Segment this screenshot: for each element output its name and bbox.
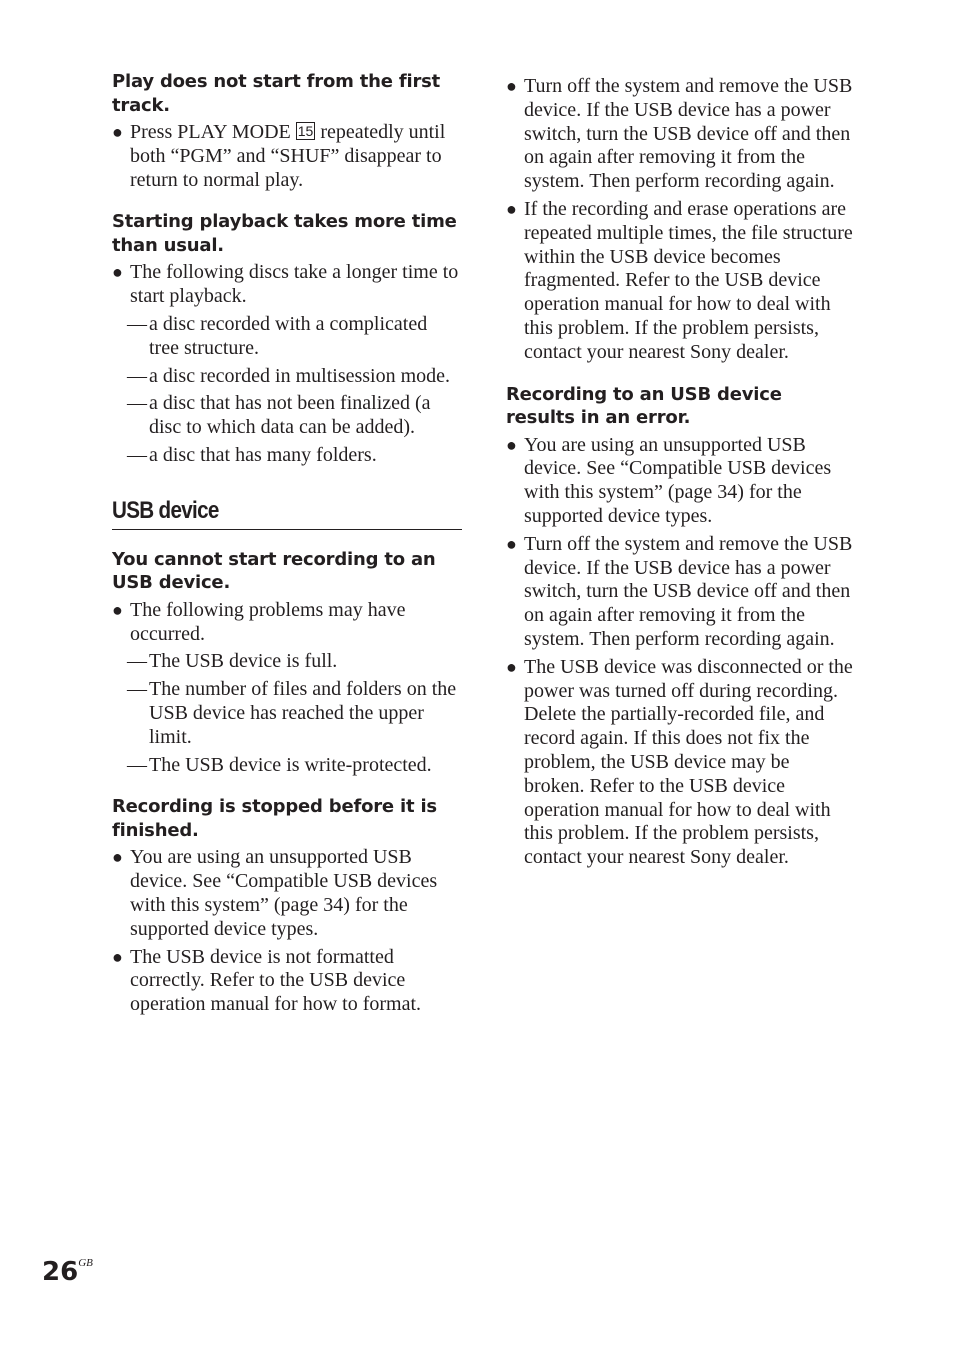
cannot-sub-text: The USB device is full. [149, 650, 338, 673]
bullet-icon: ● [112, 599, 123, 620]
starting-sub-text: a disc recorded with a complicated tree structure. [149, 312, 428, 359]
list-item [112, 846, 462, 941]
bullet-icon: ● [112, 847, 123, 868]
cannot-sub-text: The number of files and folders on the USB device has reached the upper limit. [149, 678, 457, 748]
section-usb-device [112, 496, 462, 530]
dash-icon: — [127, 443, 147, 466]
error-item-text: Turn off the system and remove the USB device. If the USB device has a power switch, turn the USB device off and then on again after removing it from the system. Then perform recording again. [524, 532, 853, 650]
section-title: USB device [112, 496, 219, 524]
list-item [112, 946, 462, 1017]
bullet-icon: ● [506, 198, 517, 219]
cont-item-text: Turn off the system and remove the USB device. If the USB device has a power switch, turn the USB device off and then on again after removing it from the system. Then perform recording again. [524, 75, 853, 193]
dash-icon: — [127, 312, 147, 335]
dash-icon: — [127, 678, 147, 701]
error-item-text: You are using an unsupported USB device. See “Compatible USB devices with this system” (page 34) for the supported device types. [524, 433, 832, 527]
cannot-sub-text: The USB device is write-protected. [149, 753, 432, 776]
cont-item-text: If the recording and erase operations are repeated multiple times, the file structure within the USB device becomes fragmented. Refer to the USB device operation manual for how to deal with this problem. If the problem persists, contact your nearest Sony dealer. [524, 197, 853, 363]
page-number [42, 1247, 93, 1288]
page-number-value: 26 [42, 1257, 79, 1287]
bullet-icon: ● [506, 656, 517, 677]
list-item [506, 434, 854, 529]
dash-icon: — [127, 753, 147, 776]
list-item [112, 599, 462, 647]
list-item [506, 75, 854, 194]
bullet-icon: ● [112, 122, 123, 142]
list-item [112, 261, 462, 309]
bullet-icon: ● [506, 434, 517, 455]
sub-list-item [112, 754, 462, 778]
starting-sub-text: a disc that has many folders. [149, 443, 377, 466]
play-item-pre: Press PLAY MODE [130, 121, 291, 143]
bullet-icon: ● [506, 533, 517, 554]
sub-list-item [112, 365, 462, 389]
error-item-text: The USB device was disconnected or the power was turned off during recording. Delete the partially-recorded file, and record again. If this does not fix the problem, the USB device may be broken. Refer to the USB device operation manual for how to deal with this problem. If the problem persists, contact your nearest Sony dealer. [524, 655, 853, 869]
cannot-item-text: The following problems may have occurred. [130, 598, 406, 645]
list-item [112, 121, 462, 192]
dash-icon: — [127, 392, 147, 415]
sub-list-item [112, 650, 462, 674]
page-number-suffix: GB [78, 1257, 93, 1269]
play-heading: Play does not start from the first track. [112, 71, 441, 116]
cannot-heading: You cannot start recording to an USB device. [112, 548, 436, 594]
starting-sub-text: a disc recorded in multisession mode. [149, 364, 451, 387]
sub-list-item [112, 392, 462, 440]
left-column [112, 70, 462, 1017]
stopped-heading: Recording is stopped before it is finished. [112, 796, 437, 841]
sub-list-item [112, 678, 462, 749]
list-item [506, 533, 854, 652]
play-mode-key-label: 15 [297, 123, 314, 139]
dash-icon: — [127, 650, 147, 673]
bullet-icon: ● [506, 76, 517, 96]
stopped-item-text: You are using an unsupported USB device. See “Compatible USB devices with this system” (page 34) for the supported device types. [130, 846, 438, 940]
right-column [506, 75, 854, 870]
starting-sub-text: a disc that has not been finalized (a disc to which data can be added). [149, 392, 431, 439]
list-item [506, 656, 854, 870]
starting-heading: Starting playback takes more time than usual. [112, 211, 457, 256]
bullet-icon: ● [112, 262, 123, 283]
dash-icon: — [127, 364, 147, 387]
list-item [506, 198, 854, 365]
play-item-post: repeatedly until both “PGM” and “SHUF” disappear to return to normal play. [130, 121, 446, 191]
stopped-item-text: The USB device is not formatted correctly. Refer to the USB device operation manual for how to format. [130, 945, 422, 1016]
starting-item-text: The following discs take a longer time to start playback. [130, 261, 459, 308]
error-heading: Recording to an USB device results in an error. [506, 383, 782, 429]
sub-list-item [112, 313, 462, 361]
bullet-icon: ● [112, 946, 123, 967]
sub-list-item [112, 444, 462, 468]
